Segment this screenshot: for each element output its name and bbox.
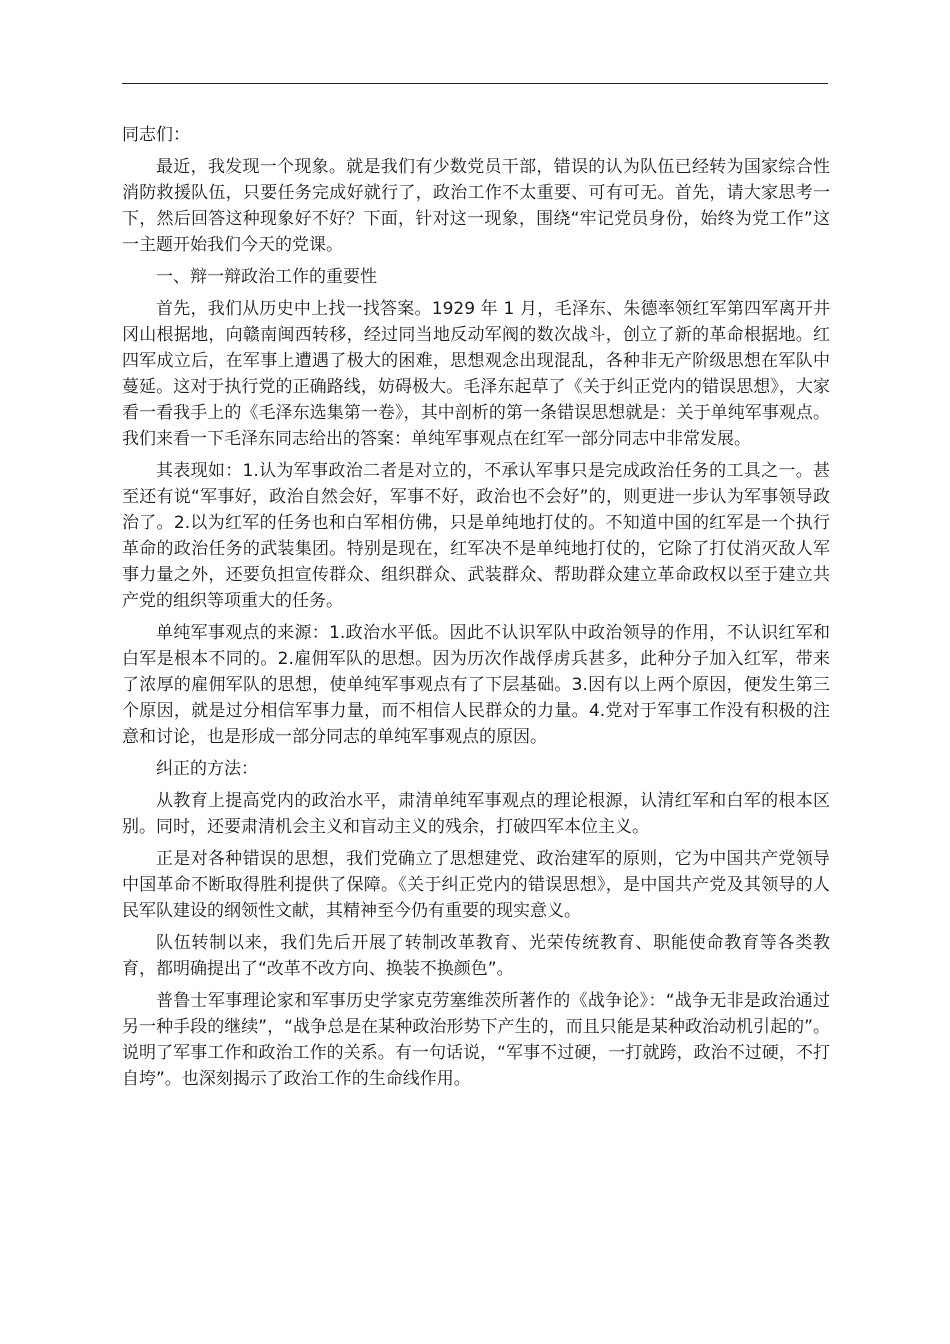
paragraph-correction-label: 纠正的方法：: [156, 759, 258, 779]
paragraph-reform-education: 队伍转制以来，我们先后开展了转制改革教育、光荣传统教育、职能使命教育等各类教育，都明确提出了“改革不改方向、换装不换颜色”。: [122, 933, 830, 979]
paragraph-correction-method: 从教育上提高党内的政治水平，肃清单纯军事观点的理论根源，认清红军和白军的根本区别。同时，还要肃清机会主义和盲动主义的残余，打破四军本位主义。: [122, 791, 830, 837]
paragraph-clausewitz: 普鲁士军事理论家和军事历史学家克劳塞维茨所著作的《战争论》：“战争无非是政治通过另一种手段的继续”，“战争总是在某种政治形势下产生的，而且只能是某种政治动机引起的”。说明了军事工作和政治工作的关系。有一句话说，“军事不过硬，一打就跨，政治不过硬，不打自垮”。也深刻揭示了政治工作的生命线作用。: [122, 991, 830, 1089]
paragraph-principles: 正是对各种错误的思想，我们党确立了思想建党、政治建军的原则，它为中国共产党领导中国革命不断取得胜利提供了保障。《关于纠正党内的错误思想》，是中国共产党及其领导的人民军队建设的纲领性文献，其精神至今仍有重要的现实意义。: [122, 849, 830, 921]
paragraph-history: 首先，我们从历史中上找一找答案。1929 年 1 月，毛泽东、朱德率领红军第四军离开井冈山根据地，向赣南闽西转移，经过同当地反动军阀的数次战斗，创立了新的革命根据地。红四军成立后，在军事上遭遇了极大的困难，思想观念出现混乱，各种非无产阶级思想在军队中蔓延。这对于执行党的正确路线，妨碍极大。毛泽东起草了《关于纠正党内的错误思想》，大家看一看我手上的《毛泽东选集第一卷》，其中剖析的第一条错误思想就是：关于单纯军事观点。我们来看一下毛泽东同志给出的答案：单纯军事观点在红军一部分同志中非常发展。: [122, 299, 830, 449]
header-rule: [122, 83, 828, 84]
paragraph-manifestations: 其表现如：1.认为军事政治二者是对立的，不承认军事只是完成政治任务的工具之一。甚至还有说“军事好，政治自然会好，军事不好，政治也不会好”的，则更进一步认为军事领导政治了。2.以为红军的任务也和白军相仿佛，只是单纯地打仗的。不知道中国的红军是一个执行革命的政治任务的武装集团。特别是现在，红军决不是单纯地打仗的，它除了打仗消灭敌人军事力量之外，还要负担宣传群众、组织群众、武装群众、帮助群众建立革命政权以至于建立共产党的组织等项重大的任务。: [122, 461, 830, 611]
paragraph-sources: 单纯军事观点的来源：1.政治水平低。因此不认识军队中政治领导的作用，不认识红军和白军是根本不同的。2.雇佣军队的思想。因为历次作战俘虏兵甚多，此种分子加入红军，带来了浓厚的雇佣军队的思想，使单纯军事观点有了下层基础。3.因有以上两个原因，便发生第三个原因，就是过分相信军事力量，而不相信人民群众的力量。4.党对于军事工作没有积极的注意和讨论，也是形成一部分同志的单纯军事观点的原因。: [122, 623, 830, 747]
salutation: 同志们：: [122, 125, 190, 145]
section-heading: 一、辩一辩政治工作的重要性: [156, 267, 377, 287]
paragraph-intro: 最近，我发现一个现象。就是我们有少数党员干部，错误的认为队伍已经转为国家综合性消防救援队伍，只要任务完成好就行了，政治工作不太重要、可有可无。首先，请大家思考一下，然后回答这种现象好不好？下面，针对这一现象，围绕“牢记党员身份，始终为党工作”这一主题开始我们今天的党课。: [122, 157, 830, 255]
document-body: [122, 122, 830, 1098]
